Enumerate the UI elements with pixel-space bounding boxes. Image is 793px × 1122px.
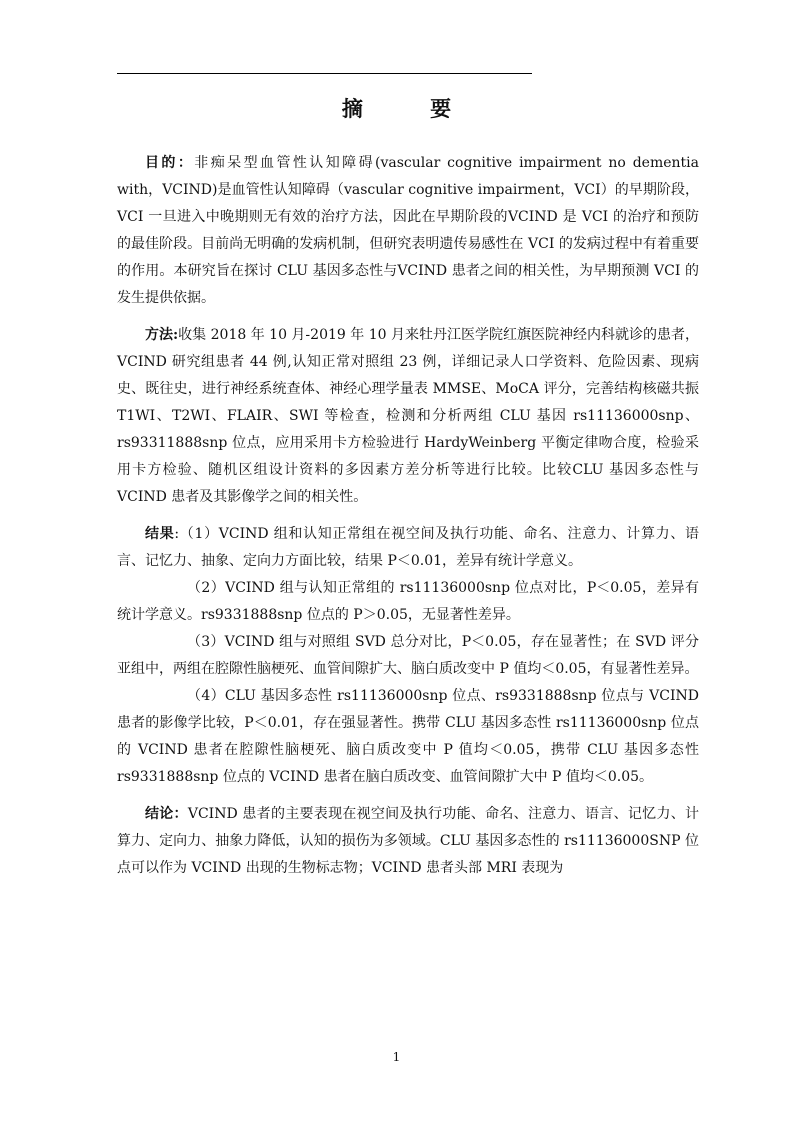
results-item-4 [117, 683, 699, 791]
conclusion-text: VCIND 患者的主要表现在视空间及执行功能、命名、注意力、语言、记忆力、计算力、定向力、抽象力降低，认知的损伤为多领域。CLU 基因多态性的 rs11136000SNP 位点可以作为 VCIND 出现的生物标志物；VCIND 患者头部 MRI 表现为 [117, 806, 700, 876]
objective-paragraph [117, 150, 699, 312]
conclusion-label: 结论： [145, 806, 188, 822]
results-text-1: :（1）VCIND 组和认知正常组在视空间及执行功能、命名、注意力、计算力、语言、记忆力、抽象、定向力方面比较，结果 P＜0.01，差异有统计学意义。 [117, 526, 700, 569]
methods-paragraph [117, 322, 699, 511]
results-paragraph [117, 521, 699, 575]
conclusion-paragraph [117, 801, 699, 882]
page-number: 1 [392, 1050, 401, 1064]
results-item-2 [117, 575, 699, 629]
abstract-body [117, 150, 699, 882]
results-label: 结果 [145, 526, 175, 542]
results-text-2: （2）VCIND 组与认知正常组的 rs11136000snp 位点对比，P＜0.05，差异有统计学意义。rs9331888snp 位点的 P＞0.05，无显著性差异。 [117, 580, 699, 623]
objective-label: 目的： [145, 155, 195, 171]
header-rule [117, 73, 532, 74]
objective-text: 非痴呆型血管性认知障碍(vascular cognitive impairment no dementia with，VCIND)是血管性认知障碍（vascular cognitive impairment，VCI）的早期阶段，VCI 一旦进入中晚期则无有效的治疗方法，因此在早期阶段的VCIND 是 VCI 的治疗和预防的最佳阶段。目前尚无明确的发病机制，但研究表明遗传易感性在 VCI 的发病过程中有着重要的作用。本研究旨在探讨 CLU 基因多态性与VCIND 患者之间的相关性，为早期预测 VCI 的发生提供依据。 [117, 155, 699, 306]
methods-text: 收集 2018 年 10 月-2019 年 10 月来牡丹江医学院红旗医院神经内科就诊的患者，VCIND 研究组患者 44 例,认知正常对照组 23 例，详细记录人口学资料、危险因素、现病史、既往史，进行神经系统查体、神经心理学量表 MMSE、MoCA 评分，完善结构核磁共振 T1WI、T2WI、FLAIR、SWI 等检查，检测和分析两组 CLU 基因 rs11136000snp、rs93311888snp 位点，应用采用卡方检验进行 HardyWeinberg 平衡定律吻合度，检验采用卡方检验、随机区组设计资料的多因素方差分析等进行比较。比较CLU 基因多态性与VCIND 患者及其影像学之间的相关性。 [117, 327, 699, 505]
results-text-3: （3）VCIND 组与对照组 SVD 总分对比，P＜0.05，存在显著性；在 SVD 评分亚组中，两组在腔隙性脑梗死、血管间隙扩大、脑白质改变中 P 值均＜0.05，有显著性差异。 [117, 634, 699, 677]
results-item-3 [117, 629, 699, 683]
methods-label: 方法: [145, 327, 179, 343]
page-title: 摘 要 [341, 96, 482, 121]
results-text-4: （4）CLU 基因多态性 rs11136000snp 位点、rs9331888snp 位点与 VCIND 患者的影像学比较，P＜0.01，存在强显著性。携带 CLU 基因多态性 rs11136000snp 位点的 VCIND 患者在腔隙性脑梗死、脑白质改变中 P 值均＜0.05，携带 CLU 基因多态性 rs9331888snp 位点的 VCIND 患者在脑白质改变、血管间隙扩大中 P 值均＜0.05。 [117, 688, 699, 785]
